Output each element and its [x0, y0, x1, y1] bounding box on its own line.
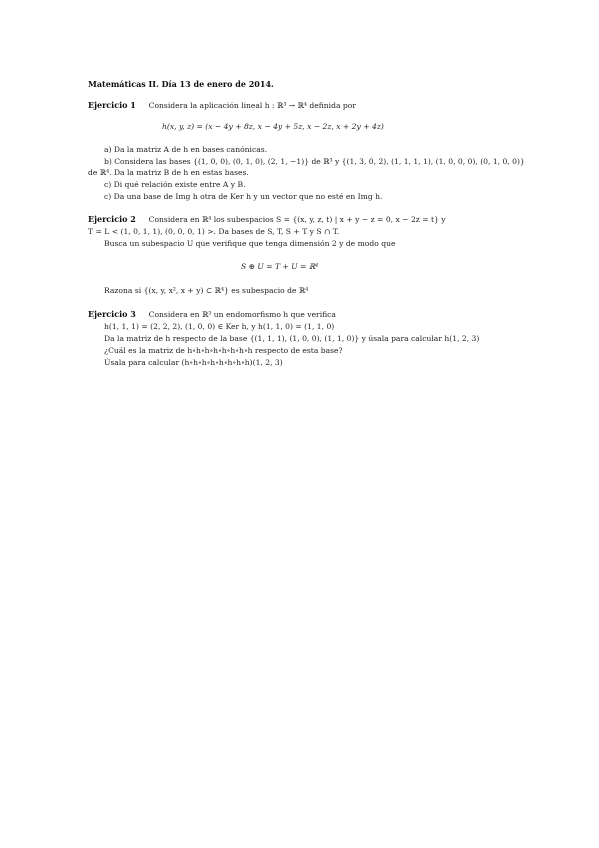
page-title: Matemáticas II. Día 13 de enero de 2014.	[88, 79, 274, 89]
exercise-3-intro-line	[88, 310, 336, 319]
exercise-2-intro: Considera en ℝ⁴ los subespacios S = {(x, y, z, t) | x + y − z = 0, x − 2z = t} y	[148, 215, 446, 224]
exercise-1-formula: h(x, y, z) = (x − 4y + 8z, x − 4y + 5z, x − 2z, x + 2y + 4z)	[162, 122, 384, 131]
exercise-1-part-b-line2: de ℝ⁴. Da la matriz B de h en estas bases.	[88, 168, 249, 177]
exercise-1-part-a: a) Da la matriz A de h en bases canónicas.	[104, 145, 268, 154]
exercise-1-part-b-line1: b) Considera las bases {(1, 0, 0), (0, 1, 0), (2, 1, −1)} de ℝ³ y {(1, 3, 0, 2), (1, 1, 1, 1), (1, 0, 0, 0), (0, 1, 0, 0)}	[104, 157, 525, 166]
exercise-2-line4: Razona si {(x, y, x², x + y) ⊂ ℝ⁴} es subespacio de ℝ⁴	[104, 286, 309, 295]
exercise-3-intro: Considera en ℝ³ un endomorfismo h que verifica	[148, 310, 336, 319]
exercise-2-line3: Busca un subespacio U que verifique que tenga dimensión 2 y de modo que	[104, 239, 396, 248]
exercise-3-line2: Da la matriz de h respecto de la base {(1, 1, 1), (1, 0, 0), (1, 1, 0)} y úsala para calcular h(1, 2, 3)	[104, 334, 480, 343]
exercise-1-intro-line	[88, 101, 356, 110]
exercise-2-heading: Ejercicio 2	[88, 214, 136, 224]
exercise-3-line4: Úsala para calcular (h∘h∘h∘h∘h∘h∘h∘h)(1, 2, 3)	[104, 358, 283, 367]
exercise-3-line1: h(1, 1, 1) = (2, 2, 2), (1, 0, 0) ∈ Ker h, y h(1, 1, 0) = (1, 1, 0)	[104, 322, 335, 331]
exercise-3-line3: ¿Cuál es la matriz de h∘h∘h∘h∘h∘h∘h∘h respecto de esta base?	[104, 346, 343, 355]
exercise-1-heading: Ejercicio 1	[88, 100, 136, 110]
exercise-3-heading: Ejercicio 3	[88, 309, 136, 319]
exercise-2-intro-line	[88, 215, 446, 224]
exercise-1-part-d: c) Da una base de Img h otra de Ker h y un vector que no esté en Img h.	[104, 192, 383, 201]
exercise-2-formula: S ⊕ U = T + U = ℝ⁴	[241, 262, 319, 271]
exercise-1-intro: Considera la aplicación lineal h : ℝ³ → ℝ⁴ definida por	[148, 101, 356, 110]
exercise-1-part-c: c) Di qué relación existe entre A y B.	[104, 180, 246, 189]
exercise-2-line2: T = L < (1, 0, 1, 1), (0, 0, 0, 1) >. Da bases de S, T, S + T y S ∩ T.	[88, 227, 340, 236]
